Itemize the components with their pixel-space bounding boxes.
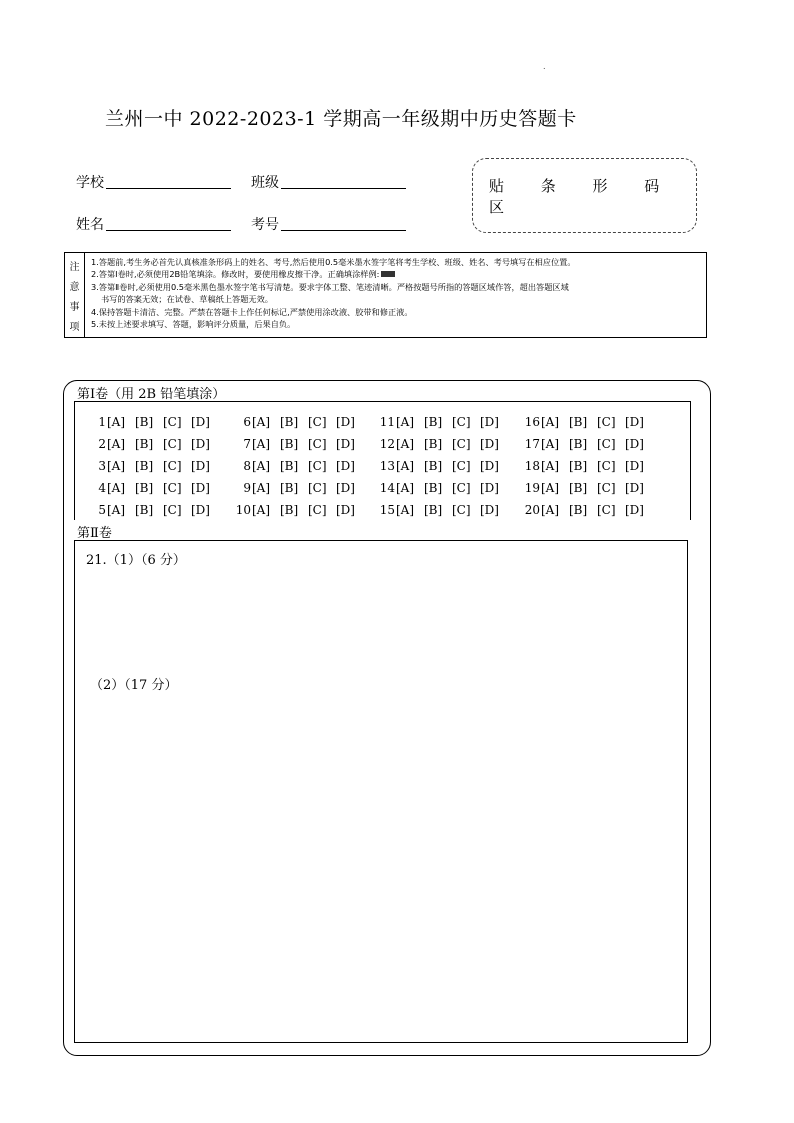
option-bubble[interactable]: [C] bbox=[597, 437, 616, 451]
option-bubble[interactable]: [B] bbox=[424, 481, 443, 495]
option-bubble[interactable]: [B] bbox=[569, 459, 588, 473]
mc-question-row bbox=[84, 437, 219, 451]
mc-question-row bbox=[518, 503, 653, 517]
question-number: 3 bbox=[98, 459, 106, 473]
question-number: 19 bbox=[524, 481, 540, 495]
mc-question-row bbox=[373, 481, 508, 495]
question-number: 18 bbox=[524, 459, 540, 473]
question-number: 11 bbox=[379, 415, 395, 429]
mc-question-row bbox=[518, 459, 653, 473]
option-bubble[interactable]: [D] bbox=[336, 481, 355, 495]
option-bubble[interactable]: [C] bbox=[308, 459, 327, 473]
option-bubble[interactable]: [C] bbox=[597, 459, 616, 473]
option-bubble[interactable]: [B] bbox=[280, 503, 299, 517]
option-bubble[interactable]: [C] bbox=[597, 503, 616, 517]
barcode-area bbox=[472, 158, 697, 233]
mc-question-row bbox=[229, 481, 364, 495]
question-number: 4 bbox=[98, 481, 106, 495]
class-line[interactable] bbox=[281, 174, 406, 189]
option-bubble[interactable]: [D] bbox=[191, 437, 210, 451]
question-number: 10 bbox=[235, 503, 251, 517]
mc-question-row bbox=[373, 415, 508, 429]
notice-side-char: 项 bbox=[69, 321, 80, 333]
question-number: 5 bbox=[98, 503, 106, 517]
option-bubble[interactable]: [C] bbox=[163, 437, 182, 451]
section1-label: 第Ⅰ卷（用 2B 铅笔填涂） bbox=[77, 387, 226, 402]
exam-no-line[interactable] bbox=[281, 216, 406, 231]
notice-side-char: 注 bbox=[69, 261, 80, 273]
option-bubble[interactable]: [A] bbox=[252, 437, 271, 451]
notice-side-char: 事 bbox=[69, 301, 80, 313]
page-title: 兰州一中 2022-2023-1 学期高一年级期中历史答题卡 bbox=[105, 108, 577, 130]
name-label: 姓名 bbox=[76, 217, 104, 233]
option-bubble[interactable]: [B] bbox=[569, 415, 588, 429]
notice-line: 2.答第Ⅰ卷时,必须使用2B铅笔填涂。修改时，要使用橡皮擦干净。正确填涂样例: bbox=[91, 269, 380, 280]
option-bubble[interactable]: [D] bbox=[336, 459, 355, 473]
option-bubble[interactable]: [A] bbox=[252, 415, 271, 429]
notice-line: 4.保持答题卡清洁、完整。严禁在答题卡上作任何标记,严禁使用涂改液、胶带和修正液。 bbox=[91, 306, 413, 317]
school-field[interactable] bbox=[76, 172, 231, 192]
notice-line-with-sample bbox=[91, 268, 700, 280]
option-bubble[interactable]: [B] bbox=[424, 437, 443, 451]
school-line[interactable] bbox=[106, 174, 231, 189]
option-bubble[interactable]: [D] bbox=[480, 459, 499, 473]
option-bubble[interactable]: [C] bbox=[452, 503, 471, 517]
class-label: 班级 bbox=[251, 175, 279, 191]
option-bubble[interactable]: [A] bbox=[541, 503, 560, 517]
mc-question-row bbox=[229, 503, 364, 517]
notice-box bbox=[64, 252, 707, 338]
mc-question-row bbox=[373, 459, 508, 473]
option-bubble[interactable]: [D] bbox=[480, 503, 499, 517]
exam-no-label: 考号 bbox=[251, 217, 279, 233]
section2-label: 第Ⅱ卷 bbox=[77, 526, 112, 541]
question-number: 17 bbox=[524, 437, 540, 451]
option-bubble[interactable]: [A] bbox=[107, 503, 126, 517]
notice-line: 书写的答案无效；在试卷、草稿纸上答题无效。 bbox=[101, 294, 273, 305]
option-bubble[interactable]: [B] bbox=[569, 481, 588, 495]
option-bubble[interactable]: [A] bbox=[107, 437, 126, 451]
option-bubble[interactable]: [A] bbox=[541, 415, 560, 429]
option-bubble[interactable]: [B] bbox=[135, 459, 154, 473]
mc-question-row bbox=[84, 415, 219, 429]
option-bubble[interactable]: [B] bbox=[135, 437, 154, 451]
mc-question-row bbox=[518, 481, 653, 495]
option-bubble[interactable]: [B] bbox=[424, 459, 443, 473]
option-bubble[interactable]: [C] bbox=[452, 437, 471, 451]
option-bubble[interactable]: [D] bbox=[191, 503, 210, 517]
option-bubble[interactable]: [A] bbox=[396, 481, 415, 495]
option-bubble[interactable]: [C] bbox=[163, 459, 182, 473]
option-bubble[interactable]: [A] bbox=[396, 437, 415, 451]
mc-question-row bbox=[518, 415, 653, 429]
option-bubble[interactable]: [D] bbox=[336, 437, 355, 451]
option-bubble[interactable]: [A] bbox=[252, 481, 271, 495]
option-bubble[interactable]: [B] bbox=[424, 503, 443, 517]
mc-question-row bbox=[229, 459, 364, 473]
question-number: 8 bbox=[243, 459, 251, 473]
option-bubble[interactable]: [A] bbox=[396, 459, 415, 473]
mc-question-row bbox=[373, 503, 508, 517]
option-bubble[interactable]: [C] bbox=[308, 503, 327, 517]
notice-body bbox=[85, 253, 706, 337]
option-bubble[interactable]: [C] bbox=[308, 437, 327, 451]
option-bubble[interactable]: [A] bbox=[107, 415, 126, 429]
question-number: 12 bbox=[379, 437, 395, 451]
option-bubble[interactable]: [A] bbox=[107, 481, 126, 495]
option-bubble[interactable]: [D] bbox=[625, 437, 644, 451]
option-bubble[interactable]: [D] bbox=[191, 415, 210, 429]
option-bubble[interactable]: [C] bbox=[308, 481, 327, 495]
question-number: 16 bbox=[524, 415, 540, 429]
class-field[interactable] bbox=[251, 172, 406, 192]
option-bubble[interactable]: [D] bbox=[625, 415, 644, 429]
option-bubble[interactable]: [A] bbox=[541, 459, 560, 473]
mc-question-row bbox=[518, 437, 653, 451]
option-bubble[interactable]: [A] bbox=[396, 503, 415, 517]
mc-question-row bbox=[373, 437, 508, 451]
notice-side bbox=[65, 253, 85, 337]
option-bubble[interactable]: [D] bbox=[191, 481, 210, 495]
option-bubble[interactable]: [A] bbox=[252, 459, 271, 473]
option-bubble[interactable]: [C] bbox=[163, 481, 182, 495]
notice-side-char: 意 bbox=[69, 281, 80, 293]
option-bubble[interactable]: [D] bbox=[625, 481, 644, 495]
mc-question-row bbox=[84, 503, 219, 517]
option-bubble[interactable]: [B] bbox=[135, 415, 154, 429]
option-bubble[interactable]: [D] bbox=[625, 503, 644, 517]
option-bubble[interactable]: [D] bbox=[480, 481, 499, 495]
option-bubble[interactable]: [A] bbox=[541, 481, 560, 495]
question-number: 13 bbox=[379, 459, 395, 473]
option-bubble[interactable]: [B] bbox=[135, 503, 154, 517]
header-dot: . bbox=[543, 62, 546, 71]
question-number: 15 bbox=[379, 503, 395, 517]
option-bubble[interactable]: [C] bbox=[308, 415, 327, 429]
question-number: 1 bbox=[98, 415, 106, 429]
option-bubble[interactable]: [D] bbox=[336, 503, 355, 517]
option-bubble[interactable]: [C] bbox=[597, 481, 616, 495]
notice-line: 3.答第Ⅱ卷时,必须使用0.5毫米黑色墨水签字笔书写清楚。要求字体工整、笔迹清晰。严格按题号所指的答题区域作答，超出答题区域 bbox=[91, 281, 569, 292]
section2-answer-box[interactable] bbox=[74, 540, 688, 1043]
option-bubble[interactable]: [B] bbox=[135, 481, 154, 495]
mc-question-row bbox=[229, 415, 364, 429]
option-bubble[interactable]: [B] bbox=[569, 503, 588, 517]
barcode-label: 贴 条 形 码 区 bbox=[489, 176, 676, 216]
question-number: 7 bbox=[243, 437, 251, 451]
option-bubble[interactable]: [C] bbox=[163, 415, 182, 429]
mc-question-row bbox=[229, 437, 364, 451]
exam-no-field[interactable] bbox=[251, 214, 406, 234]
option-bubble[interactable]: [A] bbox=[252, 503, 271, 517]
option-bubble[interactable]: [A] bbox=[107, 459, 126, 473]
option-bubble[interactable]: [C] bbox=[597, 415, 616, 429]
question-number: 14 bbox=[379, 481, 395, 495]
question-number: 2 bbox=[98, 437, 106, 451]
school-label: 学校 bbox=[76, 175, 104, 191]
option-bubble[interactable]: [D] bbox=[336, 415, 355, 429]
option-bubble[interactable]: [D] bbox=[480, 415, 499, 429]
option-bubble[interactable]: [B] bbox=[280, 415, 299, 429]
option-bubble[interactable]: [D] bbox=[625, 459, 644, 473]
name-field[interactable] bbox=[76, 214, 231, 234]
option-bubble[interactable]: [B] bbox=[569, 437, 588, 451]
option-bubble[interactable]: [B] bbox=[280, 459, 299, 473]
option-bubble[interactable]: [B] bbox=[424, 415, 443, 429]
option-bubble[interactable]: [A] bbox=[541, 437, 560, 451]
option-bubble[interactable]: [A] bbox=[396, 415, 415, 429]
option-bubble[interactable]: [C] bbox=[452, 459, 471, 473]
option-bubble[interactable]: [B] bbox=[280, 437, 299, 451]
option-bubble[interactable]: [C] bbox=[163, 503, 182, 517]
question-number: 6 bbox=[243, 415, 251, 429]
notice-line: 1.答题前,考生务必首先认真核准条形码上的姓名、考号,然后使用0.5毫米墨水签字笔将考生学校、班级、姓名、考号填写在相应位置。 bbox=[91, 257, 576, 267]
question-21-part2: （2）（17 分） bbox=[90, 678, 178, 693]
option-bubble[interactable]: [D] bbox=[480, 437, 499, 451]
fill-sample-icon bbox=[381, 271, 395, 277]
notice-line: 5.未按上述要求填写、答题，影响评分质量，后果自负。 bbox=[91, 319, 296, 330]
question-21-part1: 21.（1）（6 分） bbox=[86, 553, 186, 568]
question-number: 9 bbox=[243, 481, 251, 495]
option-bubble[interactable]: [C] bbox=[452, 481, 471, 495]
mc-question-row bbox=[84, 481, 219, 495]
name-line[interactable] bbox=[106, 216, 231, 231]
option-bubble[interactable]: [B] bbox=[280, 481, 299, 495]
mc-question-row bbox=[84, 459, 219, 473]
option-bubble[interactable]: [D] bbox=[191, 459, 210, 473]
option-bubble[interactable]: [C] bbox=[452, 415, 471, 429]
question-number: 20 bbox=[524, 503, 540, 517]
